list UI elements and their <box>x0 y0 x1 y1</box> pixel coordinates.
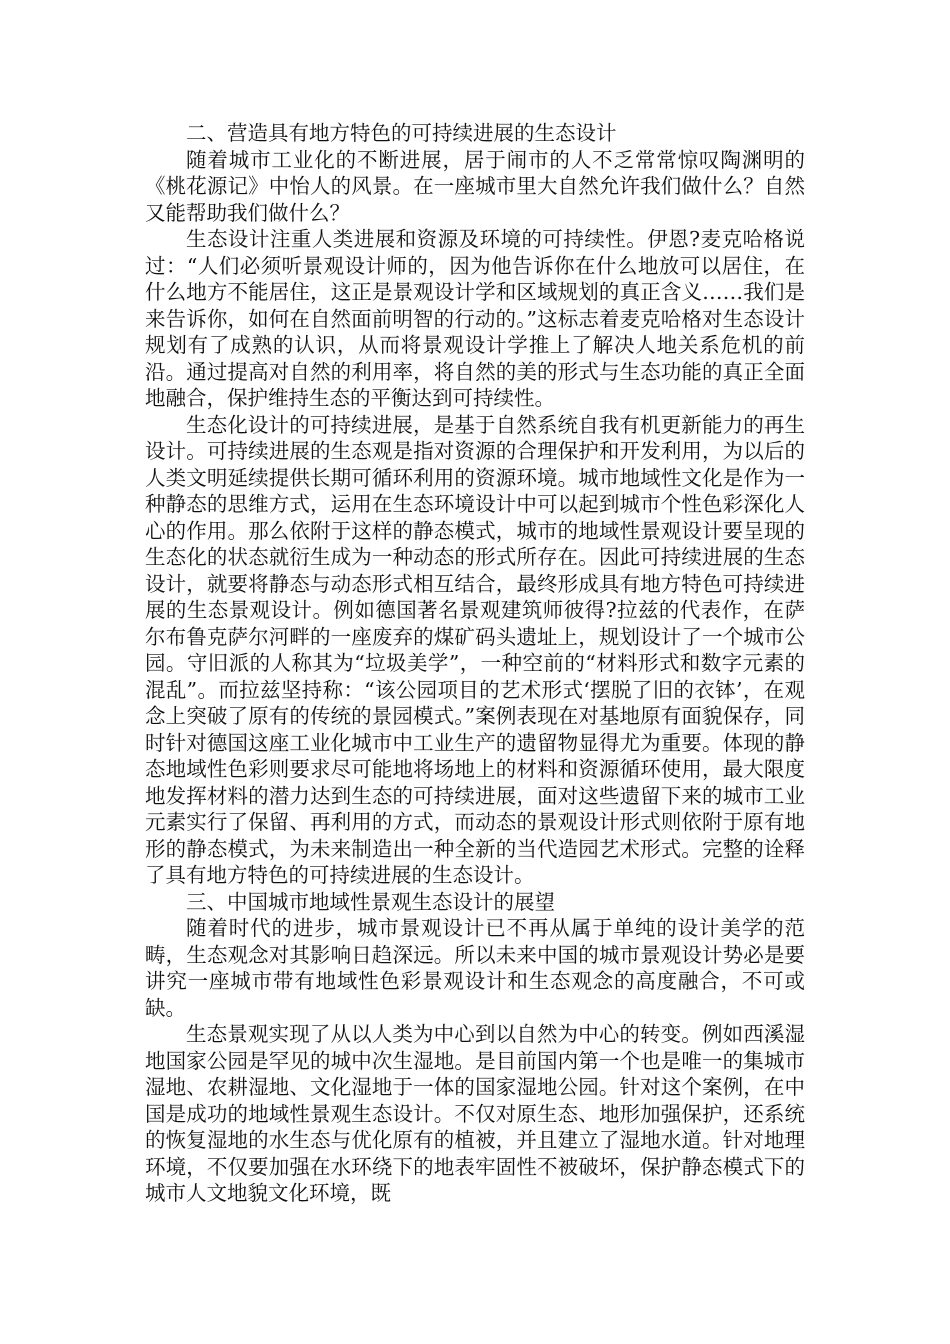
document-page <box>145 120 805 1207</box>
paragraph: 生态化设计的可持续进展，是基于自然系统自我有机更新能力的再生设计。可持续进展的生态观是指对资源的合理保护和开发利用，为以后的人类文明延续提供长期可循环利用的资源环境。城市地域性文化是作为一种静态的思维方式，运用在生态环境设计中可以起到城市个性色彩深化人心的作用。那么依附于这样的静态模式，城市的地域性景观设计要呈现的生态化的状态就衍生成为一种动态的形式所存在。因此可持续进展的生态设计，就要将静态与动态形式相互结合，最终形成具有地方特色可持续进展的生态景观设计。例如德国著名景观建筑师彼得?拉兹的代表作，在萨尔布鲁克萨尔河畔的一座废弃的煤矿码头遗址上，规划设计了一个城市公园。守旧派的人称其为“垃圾美学”，一种空前的“材料形式和数字元素的混乱”。而拉兹坚持称：“该公园项目的艺术形式‘摆脱了旧的衣钵’，在观念上突破了原有的传统的景园模式。”案例表现在对基地原有面貌保存，同时针对德国这座工业化城市中工业生产的遗留物显得尤为重要。体现的静态地域性色彩则要求尽可能地将场地上的材料和资源循环使用，最大限度地发挥材料的潜力达到生态的可持续进展，面对这些遗留下来的城市工业元素实行了保留、再利用的方式，而动态的景观设计形式则依附于原有地形的静态模式，为未来制造出一种全新的当代造园艺术形式。完整的诠释了具有地方特色的可持续进展的生态设计。 <box>145 412 805 887</box>
paragraph: 随着时代的进步，城市景观设计已不再从属于单纯的设计美学的范畴，生态观念对其影响日趋深远。所以未来中国的城市景观设计势必是要讲究一座城市带有地域性色彩景观设计和生态观念的高度融合，不可或缺。 <box>145 916 805 1020</box>
section-heading-2: 二、营造具有地方特色的可持续进展的生态设计 <box>186 121 617 145</box>
section-heading-3: 三、中国城市地域性景观生态设计的展望 <box>186 889 555 914</box>
paragraph: 随着城市工业化的不断进展，居于闹市的人不乏常常惊叹陶渊明的《桃花源记》中怡人的风景。在一座城市里大自然允许我们做什么？自然又能帮助我们做什么？ <box>145 147 805 225</box>
paragraph: 生态设计注重人类进展和资源及环境的可持续性。伊恩?麦克哈格说过：“人们必须听景观设计师的，因为他告诉你在什么地放可以居住，在什么地方不能居住，这正是景观设计学和区域规划的真正含义……我们是来告诉你，如何在自然面前明智的行动的。”这标志着麦克哈格对生态设计规划有了成熟的认识，从而将景观设计学推上了解决人地关系危机的前沿。通过提高对自然的利用率，将自然的美的形式与生态功能的真正全面地融合，保护维持生态的平衡达到可持续性。 <box>145 227 805 410</box>
paragraph: 生态景观实现了从以人类为中心到以自然为中心的转变。例如西溪湿地国家公园是罕见的城中次生湿地。是目前国内第一个也是唯一的集城市湿地、农耕湿地、文化湿地于一体的国家湿地公园。针对这个案例，在中国是成功的地域性景观生态设计。不仅对原生态、地形加强保护，还系统的恢复湿地的水生态与优化原有的植被，并且建立了湿地水道。针对地理环境，不仅要加强在水环绕下的地表牢固性不被破坏，保护静态模式下的城市人文地貌文化环境，既 <box>145 1022 805 1205</box>
